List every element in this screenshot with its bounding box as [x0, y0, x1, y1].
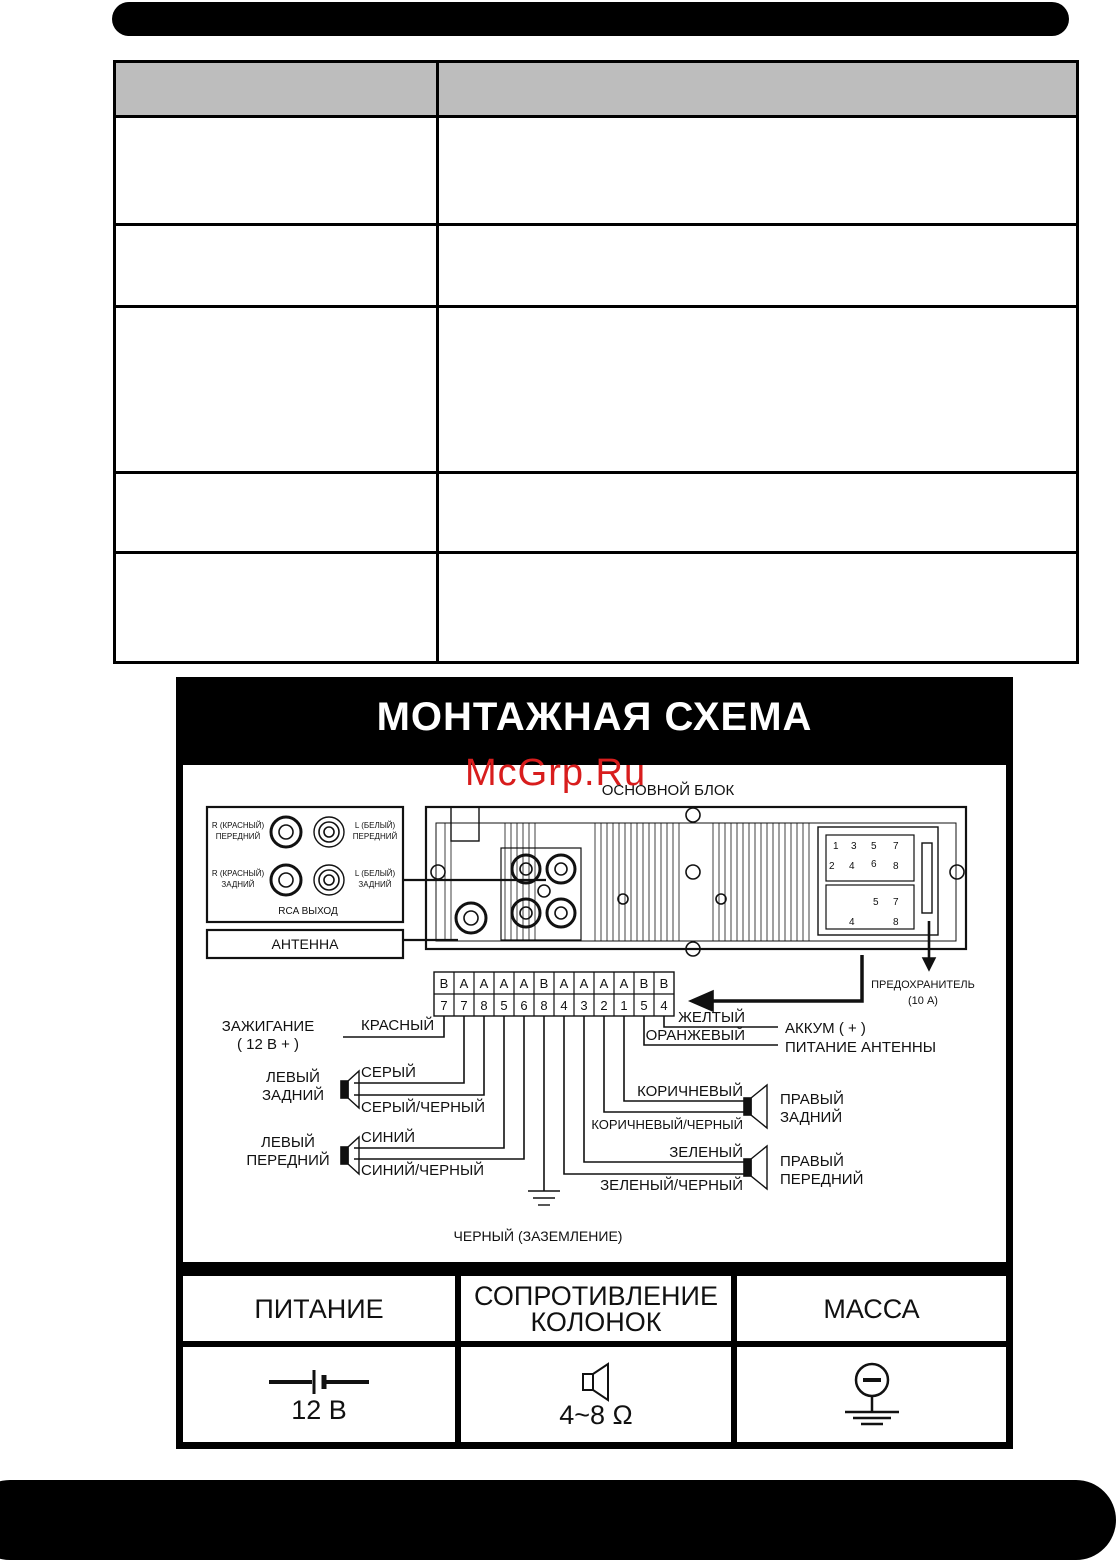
- table-row: [115, 553, 1078, 663]
- pin-letter: B: [539, 976, 549, 991]
- table-cell: [438, 225, 1078, 307]
- pin-number: 4: [660, 998, 668, 1013]
- left-front-label: ЛЕВЫЙ: [261, 1134, 315, 1151]
- pin-letter: A: [559, 976, 569, 991]
- ignition-label: ( 12 В + ): [236, 1036, 300, 1053]
- watermark: McGrp.Ru: [465, 752, 647, 794]
- table-header-row: [115, 62, 1078, 117]
- legend-ground-title: МАССА: [737, 1276, 1006, 1341]
- connector-number: 8: [893, 861, 899, 872]
- rca-l-front-label: ПЕРЕДНИЙ: [352, 832, 398, 841]
- table-cell: [115, 307, 438, 473]
- table-cell: [115, 553, 438, 663]
- wire-red-label: КРАСНЫЙ: [361, 1017, 435, 1034]
- wire-green-label: ЗЕЛЕНЫЙ: [669, 1144, 743, 1161]
- table-row: [115, 307, 1078, 473]
- pin-letter: A: [599, 976, 609, 991]
- ground-label: ЧЕРНЫЙ (ЗАЗЕМЛЕНИЕ): [453, 1228, 623, 1244]
- pin-number: 4: [560, 998, 568, 1013]
- header-bar: [112, 2, 1069, 36]
- wire-brown-label: КОРИЧНЕВЫЙ: [637, 1083, 743, 1100]
- connector-number: 3: [851, 841, 857, 852]
- legend-power-value: 12 В: [291, 1394, 347, 1425]
- legend-power-cell: [183, 1347, 455, 1442]
- ground-icon: [837, 1360, 907, 1430]
- connector-number: 5: [871, 841, 877, 852]
- wire-gray-black-label: СЕРЫЙ/ЧЕРНЫЙ: [361, 1099, 485, 1116]
- wire-yellow-label: ЖЕЛТЫЙ: [678, 1009, 745, 1026]
- pin-letter: B: [639, 976, 649, 991]
- legend-ground-cell: [737, 1347, 1006, 1442]
- heatsink-fins: [445, 823, 809, 941]
- connector-number: 1: [833, 841, 839, 852]
- wire-green-black-label: ЗЕЛЕНЫЙ/ЧЕРНЫЙ: [600, 1177, 743, 1194]
- rca-l-rear-label: L (БЕЛЫЙ): [354, 869, 396, 878]
- speaker-icon: [576, 1362, 616, 1402]
- table-cell: [438, 117, 1078, 225]
- legend-power-title: ПИТАНИЕ: [183, 1276, 455, 1341]
- pin-letter: A: [579, 976, 589, 991]
- right-front-label: ПРАВЫЙ: [780, 1153, 844, 1170]
- connector-number: 4: [849, 917, 855, 928]
- footer-bar: [0, 1480, 1116, 1560]
- right-rear-label: ПРАВЫЙ: [780, 1091, 844, 1108]
- pin-letter: A: [519, 976, 529, 991]
- pin-number: 6: [520, 998, 528, 1013]
- fuse-label: (10 А): [908, 995, 938, 1007]
- right-front-label: ПЕРЕДНИЙ: [780, 1171, 864, 1188]
- rca-output-label: RCA ВЫХОД: [278, 906, 338, 917]
- table-cell: [438, 553, 1078, 663]
- legend-speaker-value: 4~8 Ω: [559, 1399, 633, 1430]
- left-rear-label: ЛЕВЫЙ: [266, 1069, 320, 1086]
- pin-letter: B: [659, 976, 669, 991]
- rca-r-rear-label: ЗАДНИЙ: [221, 880, 255, 889]
- rca-r-front-label: ПЕРЕДНИЙ: [215, 832, 261, 841]
- legend-speaker-title: СОПРОТИВЛЕНИЕ КОЛОНОК: [461, 1276, 731, 1341]
- pin-letter: A: [459, 976, 469, 991]
- battery-label: АККУМ ( + ): [785, 1020, 866, 1037]
- table-cell: [438, 473, 1078, 553]
- wire-gray-label: СЕРЫЙ: [361, 1064, 416, 1081]
- connector-number: 7: [893, 841, 899, 852]
- table-row: [115, 473, 1078, 553]
- pin-number: 8: [540, 998, 548, 1013]
- pin-letter: B: [439, 976, 449, 991]
- connector-number: 7: [893, 897, 899, 908]
- pin-number: 7: [440, 998, 448, 1013]
- pin-number: 3: [580, 998, 588, 1013]
- connector-number: 6: [871, 859, 877, 870]
- main-unit-label: ОСНОВНОЙ БЛОК: [601, 782, 735, 799]
- wire-blue-black-label: СИНИЙ/ЧЕРНЫЙ: [361, 1162, 485, 1179]
- table-cell: [115, 225, 438, 307]
- ignition-label: ЗАЖИГАНИЕ: [221, 1018, 315, 1035]
- left-rear-label: ЗАДНИЙ: [261, 1087, 325, 1104]
- legend-speaker-cell: [461, 1347, 731, 1442]
- wire-blue-label: СИНИЙ: [361, 1129, 416, 1146]
- pin-number: 5: [500, 998, 508, 1013]
- diagram-panel: [183, 765, 1006, 1262]
- table-header-cell: [115, 62, 438, 117]
- table-row: [115, 117, 1078, 225]
- connector-number: 5: [873, 897, 879, 908]
- table-row: [115, 225, 1078, 307]
- pin-letter: A: [499, 976, 509, 991]
- pin-number: 7: [460, 998, 468, 1013]
- wire-brown-black-label: КОРИЧНЕВЫЙ/ЧЕРНЫЙ: [591, 1117, 743, 1132]
- antenna-power-label: ПИТАНИЕ АНТЕННЫ: [785, 1039, 936, 1056]
- table-header-cell: [438, 62, 1078, 117]
- pin-letter: A: [619, 976, 629, 991]
- connector-number: 8: [893, 917, 899, 928]
- wiring-schematic: [183, 765, 1006, 1262]
- rca-l-front-label: L (БЕЛЫЙ): [354, 821, 396, 830]
- pin-number: 8: [480, 998, 488, 1013]
- wire-orange-label: ОРАНЖЕВЫЙ: [645, 1027, 745, 1044]
- pin-letter: A: [479, 976, 489, 991]
- table-cell: [115, 117, 438, 225]
- pin-number: 1: [620, 998, 628, 1013]
- right-rear-label: ЗАДНИЙ: [780, 1109, 843, 1126]
- connector-number: 2: [829, 861, 835, 872]
- left-front-label: ПЕРЕДНИЙ: [246, 1152, 330, 1169]
- pin-number: 5: [640, 998, 648, 1013]
- table-cell: [115, 473, 438, 553]
- antenna-label: АНТЕННА: [271, 936, 339, 952]
- diagram-title: МОНТАЖНАЯ СХЕМА: [376, 695, 813, 739]
- table-cell: [438, 307, 1078, 473]
- pin-number: 2: [600, 998, 608, 1013]
- rca-r-rear-label: R (КРАСНЫЙ): [211, 869, 265, 878]
- rca-l-rear-label: ЗАДНИЙ: [358, 880, 392, 889]
- battery-icon: [264, 1367, 374, 1397]
- spec-table: [113, 60, 1079, 664]
- connector-number: 4: [849, 861, 855, 872]
- fuse-label: ПРЕДОХРАНИТЕЛЬ: [871, 979, 975, 991]
- rca-r-front-label: R (КРАСНЫЙ): [211, 821, 265, 830]
